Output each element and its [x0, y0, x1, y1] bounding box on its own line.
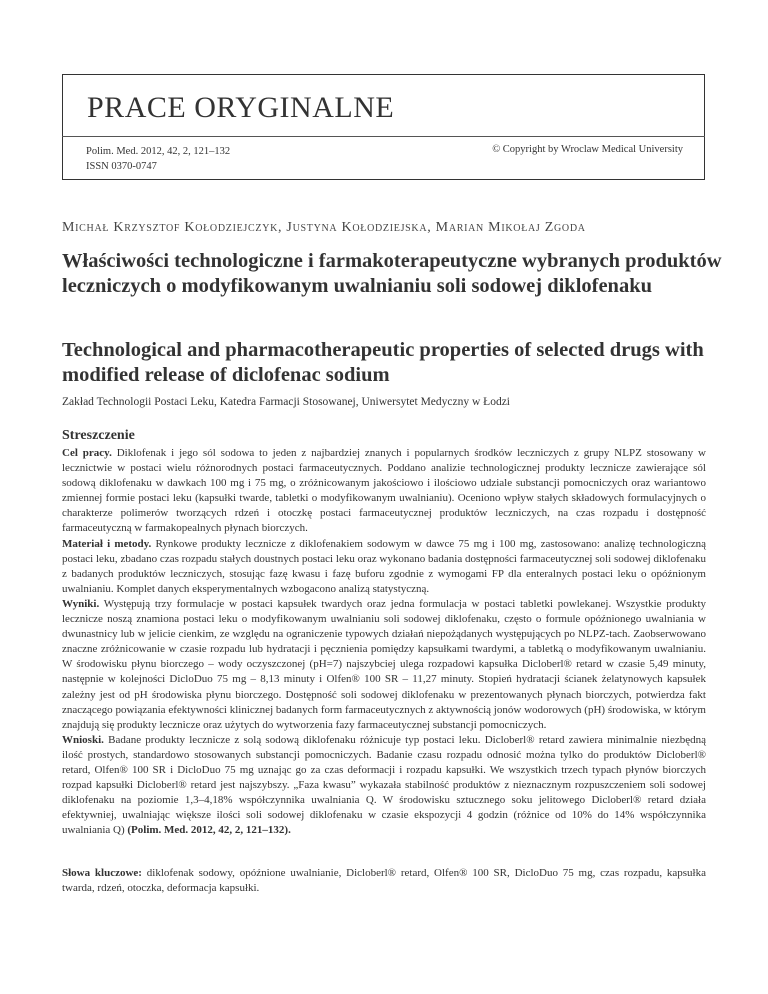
keywords-text: diklofenak sodowy, opóźnione uwalnianie, Dicloberl® retard, Olfen® 100 SR, DicloDuo 75 mg, czas rozpadu, kapsułka twarda, rdzeń, otoczka, deformacja kapsułki. [62, 867, 706, 895]
journal-citation: Polim. Med. 2012, 42, 2, 121–132 [86, 146, 231, 157]
author-affiliation: Zakład Technologii Postaci Leku, Katedra Farmacji Stosowanej, Uniwersytet Medyczny w Łodzi [62, 396, 511, 408]
abstract-results-label: Wyniki. [62, 597, 100, 610]
section-title: PRACE ORYGINALNE [87, 91, 395, 124]
abstract-methods-text: Rynkowe produkty lecznicze z diklofenakiem sodowym w dawce 75 mg i 100 mg, zastosowano: analizę technologiczną postaci leku, zbadano czas rozpadu stałych doustnych postaci leku oraz wykonano badania dostępności farmaceutycznej soli sodowej diklofenaku z badanych produktów leczniczych, stosując fazę kwasu i fazę buforu zgodnie z wymogami FP dla enteralnych postaci leku o opóźnionym uwalnianiu. Komplet danych eksperymentalnych wzbogacono analizą statystyczną. [62, 537, 706, 595]
keywords [62, 866, 706, 896]
author-list: Michał Krzysztof Kołodziejczyk, Justyna Kołodziejska, Marian Mikołaj Zgoda [62, 220, 586, 235]
abstract-results-text: Występują trzy formulacje w postaci kapsułek twardych oraz jedna formulacja w postaci tabletki powlekanej. Wszystkie produkty lecznicze noszą znamiona postaci leku o modyfikowanym uwalnianiu soli sodowej diklofenaku, często o formule opóźnionego uwalniania w dwunastnicy lub w jelicie cienkim, ze względu na ograniczenie typowych działań niepożądanych występujących po NLPZ-tach. Zaobserwowano znaczne zróżnicowanie w czasie rozpadu lub hydratacji i pęcznienia pomiędzy kapsułkami twardymi, a tabletką o modyfikowanym uwalnianiu. W środowisku płynu biorczego – wody oczyszczonej (pH=7) najszybciej ulega rozpadowi kapsułka Dicloberl® retard w czasie 5,49 minuty, następnie w kolejności DicloDuo 75 mg – 8,13 minuty i Olfen® 100 SR – 11,27 minuty. Stopień hydratacji ścianek żelatynowych kapsułek zależny jest od pH środowiska płynu biorczego. Dostępność soli sodowej diklofenaku w prezentowanych płynach biorczych, potwierdza fakt znaczącego powiązania efektywności klinicznej badanych form farmaceutycznych z aktywnością jonów wodorowych (pH) środowiska, w którym znajdują się produkty lecznicze oraz użytych do wytworzenia fazy farmaceutycznej substancji pomocniczych. [62, 597, 707, 731]
abstract-methods [62, 537, 706, 597]
abstract-conclusions-text: Badane produkty lecznicze z solą sodową diklofenaku różnicuje typ postaci leku. Dicloberl® retard zawiera minimalnie niezbędną ilość prostych, standardowo stosowanych substancji pomocniczych. Badanie czasu rozpadu odnosić można tylko do produktów Dicloberl® retard, Olfen® 100 SR i DicloDuo 75 mg uznając go za czas deformacji i rozpadu kapsułki. We wszystkich trzech typach płynów biorczych rozpad kapsułki Dicloberl® retard jest najszybszy. „Faza kwasu” wykazała stabilność produktów z nieznacznym rozpuszczeniem soli sodowej diklofenaku na poziomie 1,3–4,18% współczynnika uwalniania Q. W środowisku sztucznego soku jelitowego Dicloberl® retard działa efektywniej, uwalniając większe ilości soli sodowej diklofenaku w czasie ekspozycji 4 godzin (różnice od 10% do 14% współczynnika uwalniania Q) [62, 733, 706, 837]
article-title-polish: Właściwości technologiczne i farmakoterapeutyczne wybranych produktów leczniczych o modyfikowanym uwalnianiu soli sodowej diklofenaku [62, 250, 722, 297]
copyright-notice: © Copyright by Wroclaw Medical University [492, 144, 683, 155]
article-title-english: Technological and pharmacotherapeutic properties of selected drugs with modified release of diclofenac sodium [62, 339, 704, 386]
abstract-aim-label: Cel pracy. [62, 447, 112, 459]
journal-issn: ISSN 0370-0747 [86, 161, 157, 172]
abstract-conclusions [62, 733, 706, 839]
abstract-heading: Streszczenie [62, 428, 135, 443]
keywords-label: Słowa kluczowe: [62, 867, 142, 879]
journal-reference [86, 144, 230, 174]
abstract-results [62, 597, 706, 733]
abstract-aim [62, 446, 706, 537]
abstract-aim-text: Diklofenak i jego sól sodowa to jeden z najbardziej znanych i popularnych środków leczniczych z grupy NLPZ stosowany w lecznictwie w postaci wielu różnorodnych postaci farmaceutycznych. Poddano analizie technologicznej produkty lecznicze zawierające sól sodową diklofenaku w dawkach 100 mg i 75 mg, o zróżnicowanym jakościowo i ilościowo udziale substancji pomocniczych oraz wariantowo zmiennej formie postaci leku (kapsułki twarde, tabletki o modyfikowanym uwalnianiu). Oceniono wpływ stałych składowych formulacyjnych o charakterze polimerów tworzących rdzeń i otoczkę postaci farmaceutycznej produktów leczniczych, na czas rozpadu i dostępność farmaceutyczną w farmakopealnych płynach biorczych. [62, 447, 706, 535]
abstract [62, 428, 706, 838]
header-divider [62, 136, 705, 137]
abstract-citation: (Polim. Med. 2012, 42, 2, 121–132). [127, 824, 291, 837]
abstract-conclusions-label: Wnioski. [62, 733, 104, 746]
abstract-methods-label: Materiał i metody. [62, 537, 152, 550]
